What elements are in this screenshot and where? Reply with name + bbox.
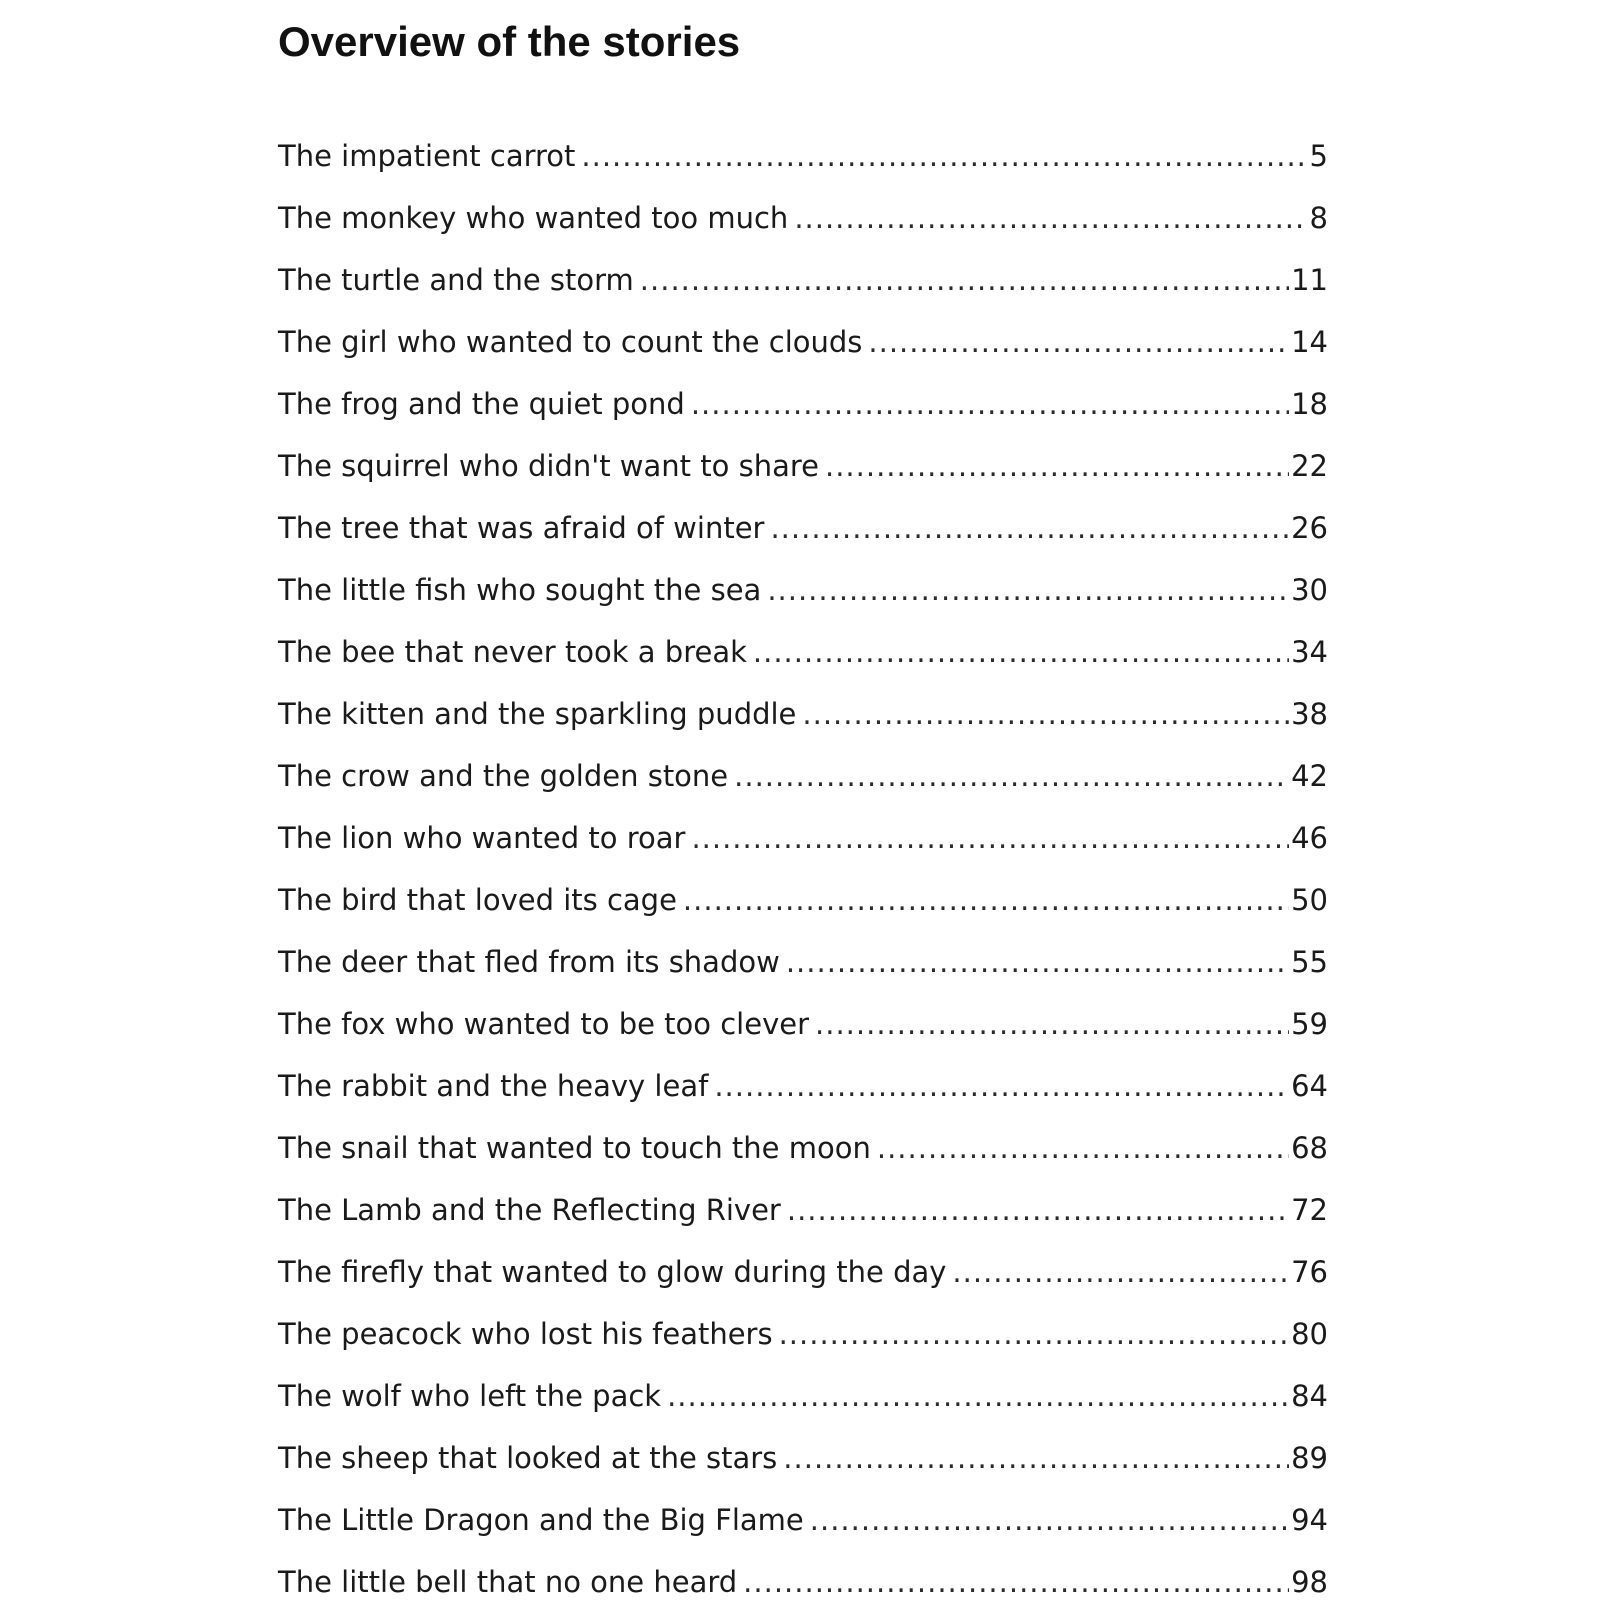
toc-entry-title: The little bell that no one heard xyxy=(278,1565,738,1599)
toc-entry[interactable] xyxy=(278,1489,1328,1551)
toc-entry-title: The impatient carrot xyxy=(278,139,576,173)
toc-entry[interactable] xyxy=(278,435,1328,497)
toc-entry-page-number: 84 xyxy=(1291,1379,1328,1413)
toc-entry-title: The deer that fled from its shadow xyxy=(278,945,780,979)
page-title: Overview of the stories xyxy=(278,18,741,65)
toc-dot-leader xyxy=(691,373,1289,435)
toc-entry-title: The crow and the golden stone xyxy=(278,759,729,793)
toc-dot-leader xyxy=(753,621,1289,683)
toc-entry[interactable] xyxy=(278,931,1328,993)
toc-entry[interactable] xyxy=(278,1117,1328,1179)
toc-entry[interactable] xyxy=(278,1055,1328,1117)
toc-entry-page-number: 46 xyxy=(1291,821,1328,855)
toc-entry-title: The wolf who left the pack xyxy=(278,1379,662,1413)
toc-entry-page-number: 8 xyxy=(1309,201,1328,235)
toc-entry-page-number: 76 xyxy=(1291,1255,1328,1289)
toc-entry[interactable] xyxy=(278,745,1328,807)
toc-dot-leader xyxy=(667,1365,1289,1427)
toc-entry-page-number: 5 xyxy=(1309,139,1328,173)
toc-entry[interactable] xyxy=(278,187,1328,249)
toc-dot-leader xyxy=(734,745,1289,807)
toc-entry-page-number: 72 xyxy=(1291,1193,1328,1227)
toc-entry-title: The fox who wanted to be too clever xyxy=(278,1007,810,1041)
toc-entry-page-number: 64 xyxy=(1291,1069,1328,1103)
toc-dot-leader xyxy=(787,1179,1289,1241)
toc-dot-leader xyxy=(868,311,1289,373)
toc-dot-leader xyxy=(810,1489,1289,1551)
toc-dot-leader xyxy=(691,807,1289,869)
toc-entry[interactable] xyxy=(278,559,1328,621)
toc-entry-title: The Little Dragon and the Big Flame xyxy=(278,1503,804,1537)
toc-entry-title: The snail that wanted to touch the moon xyxy=(278,1131,871,1165)
toc-entry-page-number: 18 xyxy=(1291,387,1328,421)
toc-dot-leader xyxy=(783,1427,1289,1489)
toc-entry-page-number: 30 xyxy=(1291,573,1328,607)
toc-entry[interactable] xyxy=(278,125,1328,187)
toc-dot-leader xyxy=(770,497,1289,559)
toc-entry[interactable] xyxy=(278,373,1328,435)
toc-entry-title: The squirrel who didn't want to share xyxy=(278,449,819,483)
toc-entry-page-number: 22 xyxy=(1291,449,1328,483)
toc-entry-title: The monkey who wanted too much xyxy=(278,201,789,235)
toc-entry-page-number: 98 xyxy=(1291,1565,1328,1599)
toc-entry-page-number: 80 xyxy=(1291,1317,1328,1351)
toc-dot-leader xyxy=(767,559,1289,621)
toc-dot-leader xyxy=(794,187,1307,249)
toc-dot-leader xyxy=(581,125,1307,187)
toc-entry-page-number: 38 xyxy=(1291,697,1328,731)
toc-dot-leader xyxy=(877,1117,1289,1179)
toc-entry-title: The bee that never took a break xyxy=(278,635,747,669)
toc-entry-page-number: 94 xyxy=(1291,1503,1328,1537)
toc-entry-title: The Lamb and the Reflecting River xyxy=(278,1193,781,1227)
toc-dot-leader xyxy=(825,435,1289,497)
toc-entry[interactable] xyxy=(278,497,1328,559)
toc-entry-page-number: 68 xyxy=(1291,1131,1328,1165)
toc-dot-leader xyxy=(743,1551,1289,1613)
toc-entry-title: The girl who wanted to count the clouds xyxy=(278,325,863,359)
toc-entry-page-number: 42 xyxy=(1291,759,1328,793)
toc-entry-page-number: 59 xyxy=(1291,1007,1328,1041)
toc-dot-leader xyxy=(952,1241,1289,1303)
toc-dot-leader xyxy=(683,869,1289,931)
toc-entry[interactable] xyxy=(278,1365,1328,1427)
toc-entry-title: The little fish who sought the sea xyxy=(278,573,762,607)
table-of-contents xyxy=(278,125,1328,1613)
toc-entry-page-number: 89 xyxy=(1291,1441,1328,1475)
toc-entry[interactable] xyxy=(278,807,1328,869)
toc-entry-title: The sheep that looked at the stars xyxy=(278,1441,778,1475)
toc-entry-title: The kitten and the sparkling puddle xyxy=(278,697,797,731)
toc-entry-title: The bird that loved its cage xyxy=(278,883,677,917)
toc-entry[interactable] xyxy=(278,993,1328,1055)
toc-entry-title: The lion who wanted to roar xyxy=(278,821,686,855)
toc-dot-leader xyxy=(802,683,1289,745)
toc-entry[interactable] xyxy=(278,1303,1328,1365)
toc-entry-title: The peacock who lost his feathers xyxy=(278,1317,773,1351)
toc-entry-page-number: 26 xyxy=(1291,511,1328,545)
toc-entry[interactable] xyxy=(278,1179,1328,1241)
toc-dot-leader xyxy=(779,1303,1290,1365)
toc-entry[interactable] xyxy=(278,683,1328,745)
toc-entry-page-number: 34 xyxy=(1291,635,1328,669)
toc-entry-page-number: 11 xyxy=(1291,263,1328,297)
toc-entry-page-number: 55 xyxy=(1291,945,1328,979)
toc-entry-page-number: 14 xyxy=(1291,325,1328,359)
toc-dot-leader xyxy=(714,1055,1289,1117)
toc-entry-page-number: 50 xyxy=(1291,883,1328,917)
toc-dot-leader xyxy=(786,931,1289,993)
toc-entry[interactable] xyxy=(278,311,1328,373)
toc-entry-title: The turtle and the storm xyxy=(278,263,634,297)
toc-entry[interactable] xyxy=(278,621,1328,683)
toc-entry-title: The firefly that wanted to glow during the day xyxy=(278,1255,947,1289)
toc-entry[interactable] xyxy=(278,1551,1328,1613)
toc-entry[interactable] xyxy=(278,1427,1328,1489)
toc-dot-leader xyxy=(640,249,1289,311)
toc-entry[interactable] xyxy=(278,869,1328,931)
toc-entry[interactable] xyxy=(278,1241,1328,1303)
toc-dot-leader xyxy=(815,993,1289,1055)
toc-entry-title: The tree that was afraid of winter xyxy=(278,511,765,545)
toc-entry-title: The rabbit and the heavy leaf xyxy=(278,1069,709,1103)
toc-entry-title: The frog and the quiet pond xyxy=(278,387,685,421)
toc-entry[interactable] xyxy=(278,249,1328,311)
